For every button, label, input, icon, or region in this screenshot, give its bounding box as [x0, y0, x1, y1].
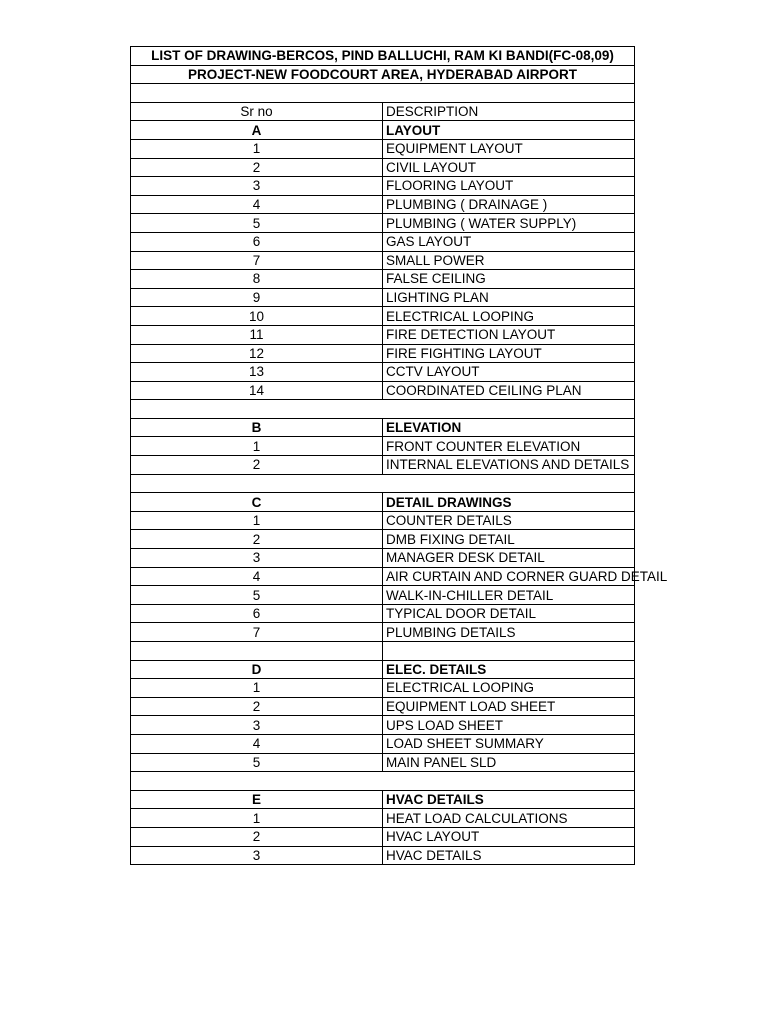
- table-row: [131, 251, 635, 270]
- item-number: 7: [131, 623, 383, 642]
- item-description: FLOORING LAYOUT: [383, 177, 635, 196]
- blank-cell: [383, 642, 635, 661]
- item-number: 4: [131, 734, 383, 753]
- section-header-row: [131, 790, 635, 809]
- title-row-2: [131, 65, 635, 84]
- item-number: 5: [131, 586, 383, 605]
- item-number: 6: [131, 604, 383, 623]
- table-row: [131, 344, 635, 363]
- table-row: [131, 288, 635, 307]
- item-number: 4: [131, 195, 383, 214]
- title-row-1: [131, 47, 635, 66]
- table-row: [131, 195, 635, 214]
- item-description: HVAC LAYOUT: [383, 827, 635, 846]
- item-description: LIGHTING PLAN: [383, 288, 635, 307]
- table-row: [131, 697, 635, 716]
- item-description: DMB FIXING DETAIL: [383, 530, 635, 549]
- item-number: 3: [131, 549, 383, 568]
- table-row: [131, 177, 635, 196]
- blank-row: [131, 474, 635, 493]
- section-code: C: [131, 493, 383, 512]
- table-row: [131, 437, 635, 456]
- item-description: ELECTRICAL LOOPING: [383, 307, 635, 326]
- item-description: SMALL POWER: [383, 251, 635, 270]
- table-row: [131, 679, 635, 698]
- item-description: GAS LAYOUT: [383, 232, 635, 251]
- blank-cell: [131, 772, 635, 791]
- blank-row: [131, 84, 635, 103]
- table-row: [131, 456, 635, 475]
- item-description: CCTV LAYOUT: [383, 363, 635, 382]
- item-description: UPS LOAD SHEET: [383, 716, 635, 735]
- item-description: CIVIL LAYOUT: [383, 158, 635, 177]
- item-number: 10: [131, 307, 383, 326]
- blank-cell: [131, 400, 635, 419]
- item-description: COORDINATED CEILING PLAN: [383, 381, 635, 400]
- table-row: [131, 270, 635, 289]
- document-title: LIST OF DRAWING-BERCOS, PIND BALLUCHI, RAM KI BANDI(FC-08,09): [131, 47, 635, 66]
- section-header-row: [131, 418, 635, 437]
- table-row: [131, 381, 635, 400]
- item-number: 2: [131, 827, 383, 846]
- item-description: ELECTRICAL LOOPING: [383, 679, 635, 698]
- table-row: [131, 307, 635, 326]
- item-description: FALSE CEILING: [383, 270, 635, 289]
- table-row: [131, 325, 635, 344]
- item-number: 1: [131, 139, 383, 158]
- table-row: [131, 827, 635, 846]
- blank-cell: [131, 642, 383, 661]
- item-number: 3: [131, 177, 383, 196]
- blank-row: [131, 642, 635, 661]
- table-row: [131, 846, 635, 865]
- table-row: [131, 734, 635, 753]
- item-description: MAIN PANEL SLD: [383, 753, 635, 772]
- item-description: INTERNAL ELEVATIONS AND DETAILS: [383, 456, 635, 475]
- section-code: B: [131, 418, 383, 437]
- item-description: MANAGER DESK DETAIL: [383, 549, 635, 568]
- item-description: FIRE FIGHTING LAYOUT: [383, 344, 635, 363]
- item-number: 13: [131, 363, 383, 382]
- table-row: [131, 586, 635, 605]
- drawing-list-body: [131, 47, 668, 865]
- item-number: 2: [131, 158, 383, 177]
- item-number: 5: [131, 753, 383, 772]
- item-number: 2: [131, 697, 383, 716]
- item-number: 8: [131, 270, 383, 289]
- item-description: PLUMBING ( DRAINAGE ): [383, 195, 635, 214]
- section-name: ELEC. DETAILS: [383, 660, 635, 679]
- project-title: PROJECT-NEW FOODCOURT AREA, HYDERABAD AIRPORT: [131, 65, 635, 84]
- item-number: 9: [131, 288, 383, 307]
- section-code: A: [131, 121, 383, 140]
- item-description: HVAC DETAILS: [383, 846, 635, 865]
- item-number: 3: [131, 846, 383, 865]
- table-row: [131, 530, 635, 549]
- item-number: 14: [131, 381, 383, 400]
- table-row: [131, 604, 635, 623]
- table-row: [131, 549, 635, 568]
- table-row: [131, 511, 635, 530]
- item-number: 4: [131, 567, 383, 586]
- item-number: 12: [131, 344, 383, 363]
- item-description: PLUMBING ( WATER SUPPLY): [383, 214, 635, 233]
- drawing-list-table: [130, 46, 668, 865]
- item-description: FIRE DETECTION LAYOUT: [383, 325, 635, 344]
- table-row: [131, 363, 635, 382]
- section-name: HVAC DETAILS: [383, 790, 635, 809]
- section-header-row: [131, 493, 635, 512]
- item-description: WALK-IN-CHILLER DETAIL: [383, 586, 635, 605]
- blank-row: [131, 400, 635, 419]
- blank-cell: [131, 474, 635, 493]
- section-code: D: [131, 660, 383, 679]
- item-description: COUNTER DETAILS: [383, 511, 635, 530]
- item-number: 5: [131, 214, 383, 233]
- header-row: [131, 102, 635, 121]
- item-description: HEAT LOAD CALCULATIONS: [383, 809, 635, 828]
- table-row: [131, 623, 635, 642]
- table-row: [131, 716, 635, 735]
- section-name: LAYOUT: [383, 121, 635, 140]
- blank-cell: [131, 84, 635, 103]
- section-code: E: [131, 790, 383, 809]
- table-row: [131, 567, 635, 586]
- table-row: [131, 753, 635, 772]
- item-number: 11: [131, 325, 383, 344]
- table-row: [131, 232, 635, 251]
- item-description: AIR CURTAIN AND CORNER GUARD DETAIL: [383, 567, 635, 586]
- item-number: 1: [131, 809, 383, 828]
- item-number: 1: [131, 437, 383, 456]
- item-number: 7: [131, 251, 383, 270]
- sr-no-header: Sr no: [131, 102, 383, 121]
- section-header-row: [131, 121, 635, 140]
- section-name: DETAIL DRAWINGS: [383, 493, 635, 512]
- table-row: [131, 139, 635, 158]
- item-description: EQUIPMENT LOAD SHEET: [383, 697, 635, 716]
- item-number: 1: [131, 679, 383, 698]
- item-number: 6: [131, 232, 383, 251]
- item-number: 3: [131, 716, 383, 735]
- description-header: DESCRIPTION: [383, 102, 635, 121]
- item-number: 2: [131, 456, 383, 475]
- item-description: PLUMBING DETAILS: [383, 623, 635, 642]
- item-description: LOAD SHEET SUMMARY: [383, 734, 635, 753]
- section-name: ELEVATION: [383, 418, 635, 437]
- item-description: TYPICAL DOOR DETAIL: [383, 604, 635, 623]
- blank-row: [131, 772, 635, 791]
- table-row: [131, 809, 635, 828]
- table-row: [131, 158, 635, 177]
- table-row: [131, 214, 635, 233]
- item-number: 1: [131, 511, 383, 530]
- item-description: FRONT COUNTER ELEVATION: [383, 437, 635, 456]
- section-header-row: [131, 660, 635, 679]
- item-number: 2: [131, 530, 383, 549]
- item-description: EQUIPMENT LAYOUT: [383, 139, 635, 158]
